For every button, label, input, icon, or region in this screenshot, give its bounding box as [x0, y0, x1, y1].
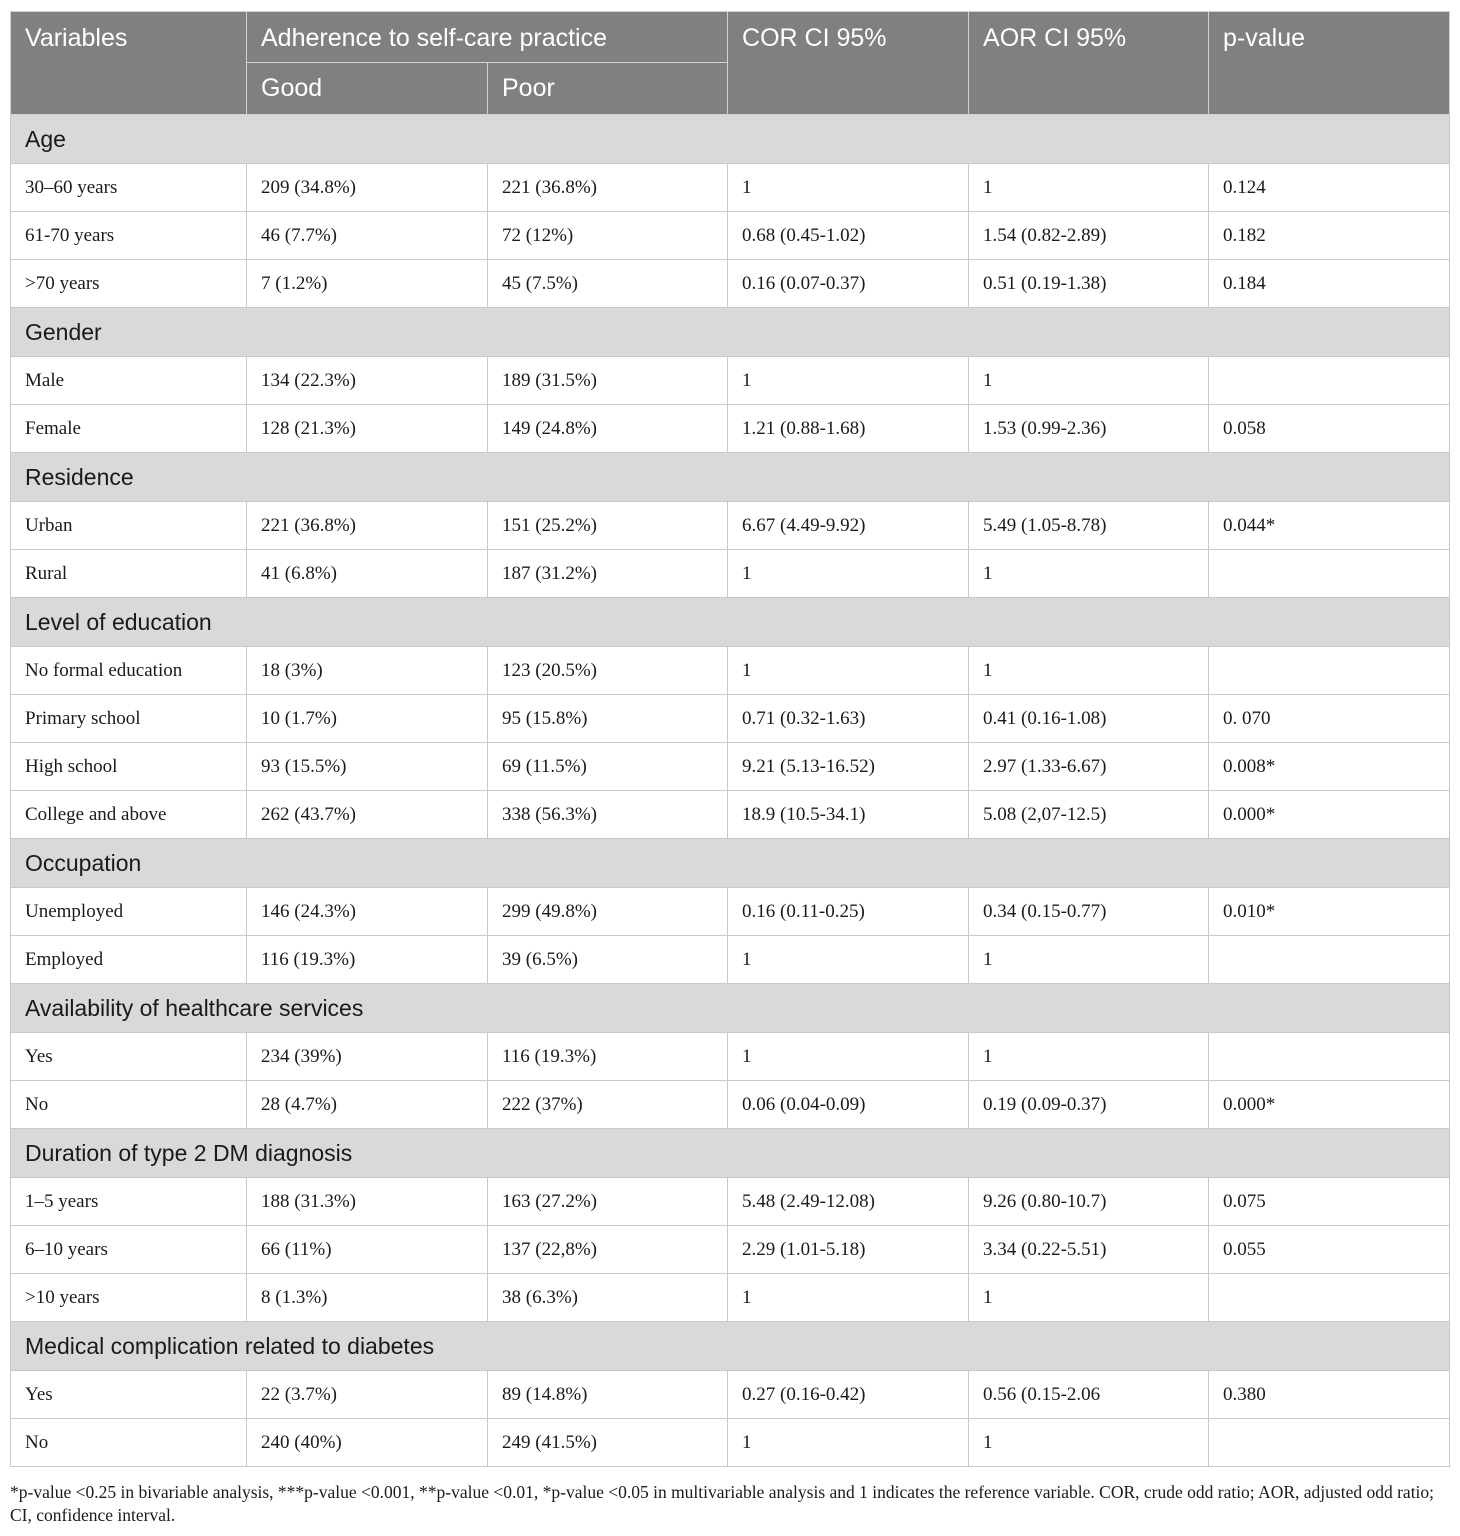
cell-good: 8 (1.3%)	[247, 1274, 488, 1322]
cell-good: 146 (24.3%)	[247, 888, 488, 936]
cell-aor: 0.19 (0.09-0.37)	[969, 1081, 1209, 1129]
table-row	[11, 260, 1450, 308]
cell-aor: 1	[969, 357, 1209, 405]
cell-poor: 137 (22,8%)	[488, 1226, 728, 1274]
cell-good: 10 (1.7%)	[247, 695, 488, 743]
cell-variable: No formal education	[11, 647, 247, 695]
cell-aor: 1	[969, 1274, 1209, 1322]
header-poor: Poor	[488, 63, 728, 115]
cell-p-value	[1209, 1274, 1450, 1322]
cell-good: 28 (4.7%)	[247, 1081, 488, 1129]
cell-aor: 3.34 (0.22-5.51)	[969, 1226, 1209, 1274]
cell-good: 66 (11%)	[247, 1226, 488, 1274]
table-row	[11, 1033, 1450, 1081]
cell-p-value: 0.075	[1209, 1178, 1450, 1226]
cell-aor: 0.56 (0.15-2.06	[969, 1371, 1209, 1419]
cell-p-value: 0.055	[1209, 1226, 1450, 1274]
cell-aor: 9.26 (0.80-10.7)	[969, 1178, 1209, 1226]
cell-aor: 1.53 (0.99-2.36)	[969, 405, 1209, 453]
cell-variable: 6–10 years	[11, 1226, 247, 1274]
cell-good: 22 (3.7%)	[247, 1371, 488, 1419]
header-adherence: Adherence to self-care practice	[247, 12, 728, 63]
cell-good: 128 (21.3%)	[247, 405, 488, 453]
section-row	[11, 308, 1450, 357]
cell-p-value: 0.008*	[1209, 743, 1450, 791]
table-row	[11, 1226, 1450, 1274]
section-row	[11, 839, 1450, 888]
cell-p-value	[1209, 936, 1450, 984]
cell-cor: 1	[728, 647, 969, 695]
cell-variable: Urban	[11, 502, 247, 550]
cell-variable: Yes	[11, 1371, 247, 1419]
table-row	[11, 1081, 1450, 1129]
cell-p-value: 0.380	[1209, 1371, 1450, 1419]
cell-good: 46 (7.7%)	[247, 212, 488, 260]
cell-poor: 187 (31.2%)	[488, 550, 728, 598]
cell-cor: 18.9 (10.5-34.1)	[728, 791, 969, 839]
cell-poor: 189 (31.5%)	[488, 357, 728, 405]
cell-aor: 1	[969, 936, 1209, 984]
cell-poor: 95 (15.8%)	[488, 695, 728, 743]
cell-good: 93 (15.5%)	[247, 743, 488, 791]
table-row	[11, 1178, 1450, 1226]
cell-good: 209 (34.8%)	[247, 164, 488, 212]
header-good: Good	[247, 63, 488, 115]
cell-poor: 222 (37%)	[488, 1081, 728, 1129]
cell-good: 41 (6.8%)	[247, 550, 488, 598]
cell-poor: 116 (19.3%)	[488, 1033, 728, 1081]
cell-aor: 1	[969, 550, 1209, 598]
cell-poor: 72 (12%)	[488, 212, 728, 260]
cell-aor: 1	[969, 164, 1209, 212]
cell-poor: 163 (27.2%)	[488, 1178, 728, 1226]
cell-cor: 1.21 (0.88-1.68)	[728, 405, 969, 453]
cell-good: 7 (1.2%)	[247, 260, 488, 308]
cell-cor: 6.67 (4.49-9.92)	[728, 502, 969, 550]
cell-aor: 0.41 (0.16-1.08)	[969, 695, 1209, 743]
cell-cor: 1	[728, 936, 969, 984]
cell-poor: 89 (14.8%)	[488, 1371, 728, 1419]
cell-p-value: 0.184	[1209, 260, 1450, 308]
cell-p-value: 0.000*	[1209, 1081, 1450, 1129]
header-p-value: p-value	[1209, 12, 1450, 115]
cell-p-value: 0. 070	[1209, 695, 1450, 743]
table-footnote: *p-value <0.25 in bivariable analysis, ***p-value <0.001, **p-value <0.01, *p-value <0.05 in multivariable analysis and 1 indicates the reference variable. COR, crude odd ratio; AOR, adjusted odd ratio; CI, confidence interval.	[10, 1482, 1435, 1525]
cell-good: 240 (40%)	[247, 1419, 488, 1467]
cell-aor: 1.54 (0.82-2.89)	[969, 212, 1209, 260]
cell-good: 221 (36.8%)	[247, 502, 488, 550]
cell-p-value: 0.010*	[1209, 888, 1450, 936]
cell-cor: 0.27 (0.16-0.42)	[728, 1371, 969, 1419]
table-row	[11, 1419, 1450, 1467]
cell-poor: 338 (56.3%)	[488, 791, 728, 839]
table-row	[11, 695, 1450, 743]
cell-good: 262 (43.7%)	[247, 791, 488, 839]
table-row	[11, 647, 1450, 695]
cell-cor: 1	[728, 1033, 969, 1081]
cell-good: 234 (39%)	[247, 1033, 488, 1081]
cell-cor: 0.71 (0.32-1.63)	[728, 695, 969, 743]
cell-variable: Primary school	[11, 695, 247, 743]
cell-aor: 5.08 (2,07-12.5)	[969, 791, 1209, 839]
cell-aor: 1	[969, 1033, 1209, 1081]
cell-poor: 151 (25.2%)	[488, 502, 728, 550]
table-row	[11, 405, 1450, 453]
cell-variable: No	[11, 1419, 247, 1467]
cell-cor: 5.48 (2.49-12.08)	[728, 1178, 969, 1226]
section-title: Gender	[11, 308, 1450, 357]
section-title: Residence	[11, 453, 1450, 502]
header-cor: COR CI 95%	[728, 12, 969, 115]
cell-poor: 39 (6.5%)	[488, 936, 728, 984]
cell-variable: College and above	[11, 791, 247, 839]
cell-poor: 69 (11.5%)	[488, 743, 728, 791]
cell-cor: 2.29 (1.01-5.18)	[728, 1226, 969, 1274]
section-row	[11, 453, 1450, 502]
cell-poor: 249 (41.5%)	[488, 1419, 728, 1467]
cell-cor: 0.68 (0.45-1.02)	[728, 212, 969, 260]
table-header	[11, 12, 1450, 115]
section-row	[11, 984, 1450, 1033]
cell-p-value	[1209, 357, 1450, 405]
cell-aor: 0.34 (0.15-0.77)	[969, 888, 1209, 936]
cell-p-value: 0.000*	[1209, 791, 1450, 839]
cell-poor: 149 (24.8%)	[488, 405, 728, 453]
table-row	[11, 502, 1450, 550]
cell-good: 18 (3%)	[247, 647, 488, 695]
cell-cor: 1	[728, 1419, 969, 1467]
section-title: Age	[11, 115, 1450, 164]
section-title: Availability of healthcare services	[11, 984, 1450, 1033]
cell-p-value	[1209, 647, 1450, 695]
cell-variable: >70 years	[11, 260, 247, 308]
cell-variable: Unemployed	[11, 888, 247, 936]
cell-cor: 9.21 (5.13-16.52)	[728, 743, 969, 791]
cell-poor: 221 (36.8%)	[488, 164, 728, 212]
cell-variable: 61-70 years	[11, 212, 247, 260]
results-table	[10, 11, 1450, 1467]
cell-cor: 0.16 (0.11-0.25)	[728, 888, 969, 936]
cell-cor: 1	[728, 1274, 969, 1322]
header-variables: Variables	[11, 12, 247, 115]
section-title: Occupation	[11, 839, 1450, 888]
cell-p-value	[1209, 550, 1450, 598]
cell-poor: 38 (6.3%)	[488, 1274, 728, 1322]
cell-variable: 30–60 years	[11, 164, 247, 212]
cell-cor: 0.06 (0.04-0.09)	[728, 1081, 969, 1129]
cell-poor: 45 (7.5%)	[488, 260, 728, 308]
table-row	[11, 888, 1450, 936]
section-title: Level of education	[11, 598, 1450, 647]
cell-variable: >10 years	[11, 1274, 247, 1322]
table-container	[10, 11, 1449, 1467]
cell-aor: 0.51 (0.19-1.38)	[969, 260, 1209, 308]
table-body	[11, 115, 1450, 1467]
cell-p-value: 0.182	[1209, 212, 1450, 260]
table-row	[11, 1371, 1450, 1419]
cell-p-value	[1209, 1033, 1450, 1081]
cell-variable: No	[11, 1081, 247, 1129]
table-row	[11, 1274, 1450, 1322]
cell-cor: 1	[728, 550, 969, 598]
cell-cor: 0.16 (0.07-0.37)	[728, 260, 969, 308]
cell-variable: High school	[11, 743, 247, 791]
table-row	[11, 164, 1450, 212]
cell-p-value: 0.058	[1209, 405, 1450, 453]
cell-variable: Employed	[11, 936, 247, 984]
cell-poor: 299 (49.8%)	[488, 888, 728, 936]
cell-good: 134 (22.3%)	[247, 357, 488, 405]
section-row	[11, 598, 1450, 647]
section-title: Medical complication related to diabetes	[11, 1322, 1450, 1371]
section-row	[11, 115, 1450, 164]
cell-good: 188 (31.3%)	[247, 1178, 488, 1226]
cell-aor: 1	[969, 1419, 1209, 1467]
table-row	[11, 550, 1450, 598]
section-title: Duration of type 2 DM diagnosis	[11, 1129, 1450, 1178]
cell-aor: 1	[969, 647, 1209, 695]
cell-aor: 2.97 (1.33-6.67)	[969, 743, 1209, 791]
table-row	[11, 791, 1450, 839]
table-row	[11, 743, 1450, 791]
table-row	[11, 212, 1450, 260]
cell-cor: 1	[728, 164, 969, 212]
table-row	[11, 357, 1450, 405]
cell-p-value	[1209, 1419, 1450, 1467]
cell-variable: Rural	[11, 550, 247, 598]
cell-good: 116 (19.3%)	[247, 936, 488, 984]
cell-variable: Yes	[11, 1033, 247, 1081]
cell-cor: 1	[728, 357, 969, 405]
section-row	[11, 1129, 1450, 1178]
cell-variable: 1–5 years	[11, 1178, 247, 1226]
header-aor: AOR CI 95%	[969, 12, 1209, 115]
cell-p-value: 0.044*	[1209, 502, 1450, 550]
section-row	[11, 1322, 1450, 1371]
cell-p-value: 0.124	[1209, 164, 1450, 212]
cell-variable: Female	[11, 405, 247, 453]
cell-variable: Male	[11, 357, 247, 405]
cell-poor: 123 (20.5%)	[488, 647, 728, 695]
cell-aor: 5.49 (1.05-8.78)	[969, 502, 1209, 550]
table-row	[11, 936, 1450, 984]
